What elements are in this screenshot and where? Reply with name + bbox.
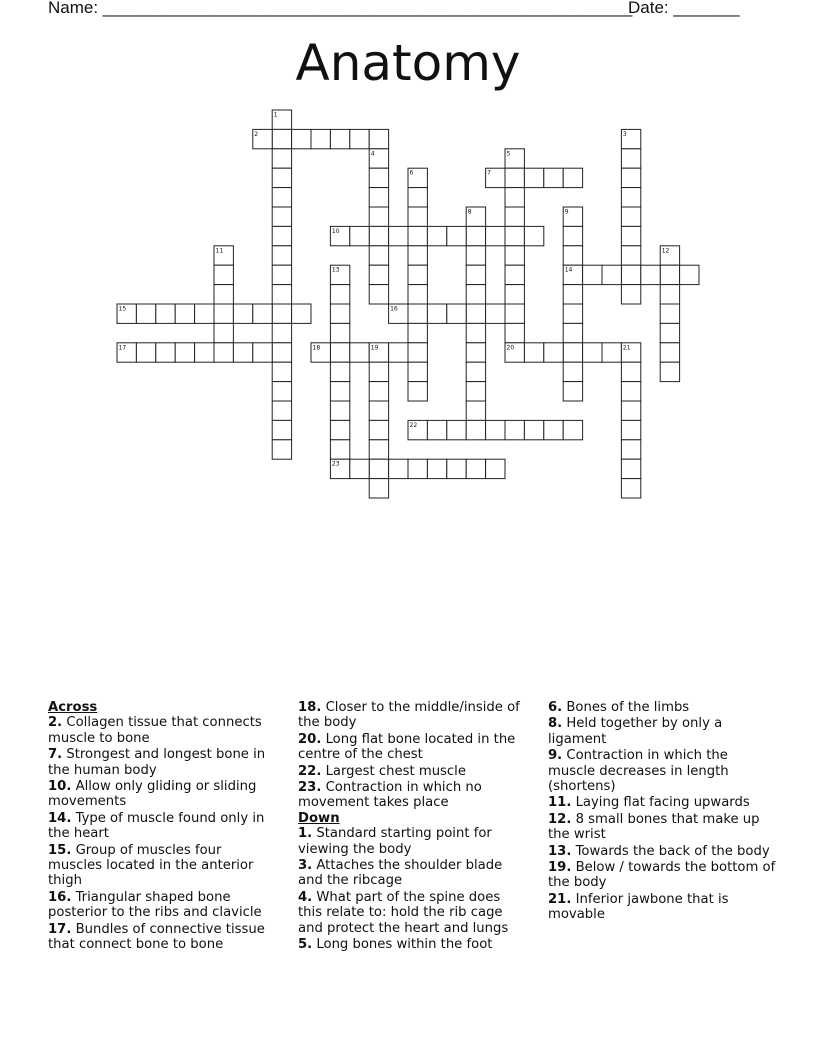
clue-number: 1.	[298, 826, 313, 842]
grid-cell[interactable]	[272, 323, 291, 342]
clue-number: 6.	[548, 700, 563, 715]
clue-number-8: 8	[467, 208, 472, 216]
grid-cell[interactable]	[427, 226, 446, 245]
grid-cell[interactable]	[350, 226, 369, 245]
grid-cell[interactable]	[621, 362, 640, 381]
grid-cell[interactable]	[272, 401, 291, 420]
grid-cell[interactable]	[272, 285, 291, 304]
clue-number: 15.	[48, 842, 72, 858]
grid-cell[interactable]	[408, 226, 427, 245]
grid-cell[interactable]	[369, 285, 388, 304]
grid-cell[interactable]	[389, 459, 408, 478]
grid-cell[interactable]	[621, 207, 640, 226]
grid-cell[interactable]	[408, 343, 427, 362]
grid-cell[interactable]	[486, 226, 505, 245]
grid-cell[interactable]	[660, 362, 679, 381]
grid-cell[interactable]	[408, 304, 427, 323]
grid-cell[interactable]	[272, 304, 291, 323]
grid-cell[interactable]	[272, 420, 291, 439]
grid-cell[interactable]	[272, 226, 291, 245]
grid-cell[interactable]	[466, 323, 485, 342]
down-clue	[548, 844, 778, 859]
clue-text: Below / towards the bottom of the body	[548, 860, 776, 891]
clue-number: 23.	[298, 780, 322, 796]
clue-text: Type of muscle found only in the heart	[48, 810, 265, 842]
grid-cell[interactable]	[292, 304, 311, 323]
grid-cell[interactable]	[136, 304, 155, 323]
grid-cell[interactable]	[486, 304, 505, 323]
clue-text: Group of muscles four muscles located in the anterior thigh	[48, 842, 254, 889]
clue-number: 14.	[48, 810, 72, 826]
grid-cell[interactable]	[563, 304, 582, 323]
grid-cell[interactable]	[214, 323, 233, 342]
across-heading: Across	[48, 700, 98, 715]
clue-text: Towards the back of the body	[571, 843, 770, 859]
clue-number: 16.	[48, 889, 72, 905]
clue-text: Collagen tissue that connects muscle to bone	[48, 715, 262, 746]
grid-cell[interactable]	[563, 362, 582, 381]
grid-cell[interactable]	[505, 246, 524, 265]
grid-cell[interactable]	[466, 420, 485, 439]
grid-cell[interactable]	[621, 188, 640, 207]
grid-cell[interactable]	[680, 265, 699, 284]
grid-cell[interactable]	[466, 362, 485, 381]
clue-number-13: 13	[331, 266, 340, 274]
grid-cell[interactable]	[330, 304, 349, 323]
grid-cell[interactable]	[660, 304, 679, 323]
across-clue	[48, 922, 278, 953]
clue-number-19: 19	[370, 344, 379, 352]
grid-cell[interactable]	[660, 343, 679, 362]
clue-text: Held together by only a ligament	[548, 716, 723, 747]
clue-text: Bundles of connective tissue that connect bone to bone	[48, 921, 265, 953]
grid-cell[interactable]	[563, 382, 582, 401]
grid-cell[interactable]	[466, 285, 485, 304]
down-clue	[298, 890, 528, 936]
grid-cell[interactable]	[583, 265, 602, 284]
grid-cell[interactable]	[292, 129, 311, 148]
clue-number: 20.	[298, 731, 322, 747]
grid-cell[interactable]	[408, 188, 427, 207]
across-clue	[48, 747, 278, 778]
grid-cell[interactable]	[660, 285, 679, 304]
grid-cell[interactable]	[350, 129, 369, 148]
grid-cell[interactable]	[544, 168, 563, 187]
across-clue	[48, 811, 278, 842]
grid-cell[interactable]	[505, 323, 524, 342]
grid-cell[interactable]	[602, 343, 621, 362]
grid-cell[interactable]	[233, 343, 252, 362]
grid-cell[interactable]	[544, 343, 563, 362]
clue-number-16: 16	[390, 305, 398, 313]
grid-cell[interactable]	[408, 246, 427, 265]
grid-cell[interactable]	[214, 285, 233, 304]
grid-cell[interactable]	[350, 343, 369, 362]
grid-cell[interactable]	[621, 420, 640, 439]
grid-cell[interactable]	[621, 285, 640, 304]
grid-cell[interactable]	[272, 343, 291, 362]
clue-text: Standard starting point for viewing the body	[298, 826, 492, 857]
down-clue	[548, 716, 778, 747]
down-clue	[548, 892, 778, 923]
clue-number: 8.	[548, 716, 563, 732]
grid-cell[interactable]	[195, 304, 214, 323]
down-clue	[548, 860, 778, 891]
clue-number-11: 11	[215, 247, 224, 255]
page-title: Anatomy	[295, 34, 521, 92]
grid-cell[interactable]	[369, 459, 388, 478]
grid-cell[interactable]	[466, 401, 485, 420]
down-heading: Down	[298, 810, 340, 826]
down-clue	[548, 700, 778, 715]
clue-number: 5.	[298, 937, 313, 953]
grid-cell[interactable]	[214, 265, 233, 284]
grid-cell[interactable]	[369, 420, 388, 439]
grid-cell[interactable]	[330, 285, 349, 304]
clue-number-2: 2	[254, 130, 259, 138]
across-clue	[298, 780, 528, 811]
clue-number: 3.	[298, 858, 313, 874]
clue-number: 13.	[548, 843, 572, 859]
clue-text: Inferior jawbone that is movable	[548, 891, 729, 923]
grid-cell[interactable]	[621, 440, 640, 459]
grid-cell[interactable]	[621, 168, 640, 187]
grid-cell[interactable]	[524, 168, 543, 187]
grid-cell[interactable]	[427, 420, 446, 439]
grid-cell[interactable]	[486, 459, 505, 478]
clue-number: 19.	[548, 860, 572, 876]
across-clue	[48, 890, 278, 921]
grid-cell[interactable]	[447, 226, 466, 245]
grid-cell[interactable]	[156, 304, 175, 323]
down-clue	[548, 812, 778, 843]
grid-cell[interactable]	[466, 343, 485, 362]
clue-number-9: 9	[564, 208, 569, 216]
grid-cell[interactable]	[466, 382, 485, 401]
across-clue	[298, 764, 528, 779]
clue-text: Long flat bone located in the centre of the chest	[298, 731, 516, 763]
grid-cell[interactable]	[369, 129, 388, 148]
clue-text: Long bones within the foot	[312, 937, 493, 953]
clue-number: 21.	[548, 891, 572, 907]
grid-cell[interactable]	[563, 226, 582, 245]
clue-list	[48, 700, 778, 970]
grid-cell[interactable]	[369, 440, 388, 459]
clue-text: Allow only gliding or sliding movements	[48, 779, 257, 810]
grid-cell[interactable]	[427, 304, 446, 323]
clue-number-5: 5	[506, 150, 511, 158]
grid-cell[interactable]	[175, 304, 194, 323]
across-clue	[48, 843, 278, 889]
clue-text: Triangular shaped bone posterior to the ribs and clavicle	[48, 889, 262, 921]
grid-cell[interactable]	[330, 343, 349, 362]
grid-cell[interactable]	[272, 440, 291, 459]
grid-cell[interactable]	[505, 207, 524, 226]
grid-cell[interactable]	[621, 479, 640, 498]
grid-cell[interactable]	[330, 420, 349, 439]
down-clue	[548, 748, 778, 794]
grid-cell[interactable]	[486, 420, 505, 439]
grid-cell[interactable]	[524, 226, 543, 245]
clue-number: 12.	[548, 811, 572, 827]
grid-cell[interactable]	[466, 265, 485, 284]
grid-cell[interactable]	[272, 382, 291, 401]
clue-text: Closer to the middle/inside of the body	[298, 700, 520, 731]
grid-cell[interactable]	[369, 401, 388, 420]
across-clue	[48, 715, 278, 746]
grid-cell[interactable]	[330, 382, 349, 401]
grid-cell[interactable]	[621, 226, 640, 245]
grid-cell[interactable]	[214, 304, 233, 323]
grid-cell[interactable]	[621, 265, 640, 284]
grid-cell[interactable]	[369, 207, 388, 226]
grid-cell[interactable]	[272, 188, 291, 207]
grid-cell[interactable]	[408, 265, 427, 284]
clue-text: 8 small bones that make up the wrist	[548, 811, 760, 843]
clue-text: Bones of the limbs	[562, 700, 690, 715]
across-clue	[48, 779, 278, 810]
down-clue	[298, 858, 528, 889]
clue-number-14: 14	[564, 266, 573, 274]
name-field[interactable]: Name: ________________________________________________________	[48, 0, 633, 17]
grid-cell[interactable]	[156, 343, 175, 362]
grid-cell[interactable]	[660, 323, 679, 342]
grid-cell[interactable]	[466, 459, 485, 478]
grid-cell[interactable]	[505, 265, 524, 284]
grid-cell[interactable]	[330, 323, 349, 342]
grid-cell[interactable]	[369, 382, 388, 401]
clue-number: 17.	[48, 921, 72, 937]
across-clue	[298, 700, 528, 731]
grid-cell[interactable]	[330, 440, 349, 459]
clue-text: Strongest and longest bone in the human body	[48, 747, 266, 778]
clue-number-18: 18	[312, 344, 321, 352]
grid-cell[interactable]	[408, 285, 427, 304]
grid-cell[interactable]	[408, 207, 427, 226]
grid-cell[interactable]	[466, 304, 485, 323]
grid-cell[interactable]	[330, 362, 349, 381]
grid-cell[interactable]	[505, 304, 524, 323]
grid-cell[interactable]	[408, 459, 427, 478]
clue-number-12: 12	[661, 247, 670, 255]
grid-cell[interactable]	[621, 149, 640, 168]
grid-cell[interactable]	[233, 304, 252, 323]
clue-number-4: 4	[370, 150, 375, 158]
down-clue	[548, 795, 778, 810]
grid-cell[interactable]	[544, 420, 563, 439]
clue-text: Contraction in which no movement takes place	[298, 780, 482, 811]
grid-cell[interactable]	[272, 362, 291, 381]
grid-cell[interactable]	[583, 343, 602, 362]
clue-number: 18.	[298, 700, 322, 715]
grid-cell[interactable]	[563, 343, 582, 362]
down-clue	[298, 937, 528, 952]
grid-cell[interactable]	[408, 362, 427, 381]
clue-number: 9.	[548, 748, 563, 764]
grid-cell[interactable]	[330, 401, 349, 420]
grid-cell[interactable]	[621, 382, 640, 401]
grid-cell[interactable]	[505, 285, 524, 304]
clue-text: Laying flat facing upwards	[571, 795, 750, 811]
grid-cell[interactable]	[524, 420, 543, 439]
grid-cell[interactable]	[524, 343, 543, 362]
grid-cell[interactable]	[505, 188, 524, 207]
grid-cell[interactable]	[369, 479, 388, 498]
clue-number-1: 1	[273, 111, 278, 119]
clue-number-3: 3	[622, 130, 627, 138]
grid-cell[interactable]	[602, 265, 621, 284]
grid-cell[interactable]	[447, 459, 466, 478]
grid-cell[interactable]	[389, 343, 408, 362]
grid-cell[interactable]	[447, 420, 466, 439]
grid-cell[interactable]	[369, 188, 388, 207]
grid-cell[interactable]	[466, 246, 485, 265]
grid-cell[interactable]	[408, 382, 427, 401]
grid-cell[interactable]	[505, 168, 524, 187]
clue-text: Largest chest muscle	[321, 763, 466, 779]
clue-number-20: 20	[506, 344, 515, 352]
clue-number: 2.	[48, 715, 63, 731]
grid-cell[interactable]	[272, 129, 291, 148]
grid-cell[interactable]	[369, 226, 388, 245]
grid-cell[interactable]	[369, 246, 388, 265]
clue-number: 4.	[298, 889, 313, 905]
clue-number-17: 17	[118, 344, 127, 352]
grid-cell[interactable]	[408, 323, 427, 342]
grid-cell[interactable]	[272, 168, 291, 187]
grid-cell[interactable]	[621, 246, 640, 265]
clue-number: 22.	[298, 763, 322, 779]
grid-cell[interactable]	[311, 129, 330, 148]
grid-cell[interactable]	[175, 343, 194, 362]
date-field[interactable]: Date: _______	[628, 0, 740, 17]
grid-cell[interactable]	[389, 226, 408, 245]
grid-cell[interactable]	[369, 362, 388, 381]
grid-cell[interactable]	[369, 168, 388, 187]
grid-cell[interactable]	[660, 265, 679, 284]
clue-number-21: 21	[622, 344, 631, 352]
grid-cell[interactable]	[641, 265, 660, 284]
grid-cell[interactable]	[447, 304, 466, 323]
clue-text: What part of the spine does this relate to: hold the rib cage and protect the heart and lungs	[298, 889, 509, 936]
grid-cell[interactable]	[272, 207, 291, 226]
grid-cell[interactable]	[563, 420, 582, 439]
grid-cell[interactable]	[505, 226, 524, 245]
grid-cell[interactable]	[350, 459, 369, 478]
across-clue	[298, 732, 528, 763]
clue-number-6: 6	[409, 169, 414, 177]
clue-number-15: 15	[118, 305, 127, 313]
grid-cell[interactable]	[621, 459, 640, 478]
clue-number-22: 22	[409, 421, 418, 429]
clue-number: 10.	[48, 779, 72, 795]
grid-cell[interactable]	[563, 285, 582, 304]
grid-cell[interactable]	[214, 343, 233, 362]
grid-cell[interactable]	[563, 168, 582, 187]
clue-number: 7.	[48, 747, 63, 763]
clue-number: 11.	[548, 795, 572, 811]
grid-cell[interactable]	[136, 343, 155, 362]
grid-cell[interactable]	[272, 246, 291, 265]
grid-cell[interactable]	[563, 323, 582, 342]
grid-cell[interactable]	[621, 401, 640, 420]
grid-cell[interactable]	[253, 304, 272, 323]
grid-cell[interactable]	[369, 265, 388, 284]
grid-cell[interactable]	[505, 420, 524, 439]
grid-cell[interactable]	[563, 246, 582, 265]
grid-cell[interactable]	[195, 343, 214, 362]
grid-cell[interactable]	[253, 343, 272, 362]
clue-text: Attaches the shoulder blade and the ribcage	[298, 858, 503, 889]
clue-number-23: 23	[331, 460, 340, 468]
clue-text: Contraction in which the muscle decreases in length (shortens)	[548, 748, 729, 795]
clue-number-10: 10	[331, 227, 340, 235]
grid-cell[interactable]	[466, 226, 485, 245]
grid-cell[interactable]	[272, 265, 291, 284]
down-clue	[298, 826, 528, 857]
grid-cell[interactable]	[427, 459, 446, 478]
crossword-grid	[0, 0, 816, 520]
clue-number-7: 7	[487, 169, 491, 177]
grid-cell[interactable]	[330, 129, 349, 148]
grid-cell[interactable]	[272, 149, 291, 168]
